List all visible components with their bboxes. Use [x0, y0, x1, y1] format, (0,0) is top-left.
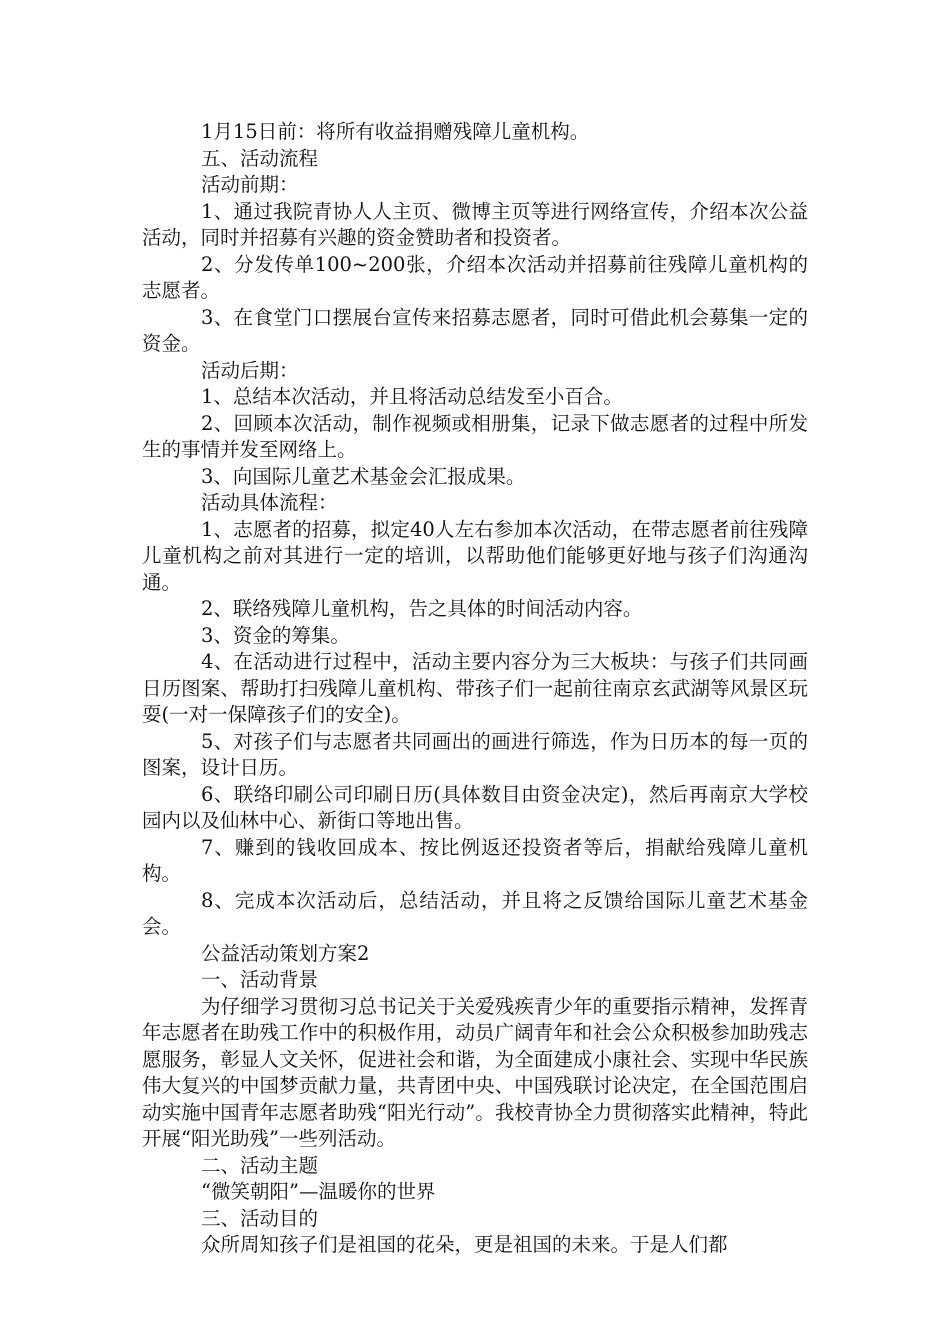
section-heading: 一、活动背景	[201, 968, 319, 991]
paragraph: 1月15日前：将所有收益捐赠残障儿童机构。	[201, 120, 590, 143]
paragraph: 5、对孩子们与志愿者共同画出的画进行筛选，作为日历本的每一页的图案，设计日历。	[142, 729, 808, 779]
paragraph: 2、分发传单100~200张，介绍本次活动并招募前往残障儿童机构的志愿者。	[142, 252, 808, 302]
paragraph: 2、回顾本次活动，制作视频或相册集，记录下做志愿者的过程中所发生的事情并发至网络上。	[142, 411, 808, 461]
paragraph: 4、在活动进行过程中，活动主要内容分为三大板块：与孩子们共同画日历图案、帮助打扫残障儿童机构、带孩子们一起前往南京玄武湖等风景区玩耍(一对一保障孩子们的安全)。	[142, 650, 808, 726]
paragraph: 8、完成本次活动后，总结活动，并且将之反馈给国际儿童艺术基金会。	[142, 888, 808, 938]
paragraph: 3、资金的筹集。	[201, 623, 350, 647]
paragraph: 1、总结本次活动，并且将活动总结发至小百合。	[201, 385, 623, 408]
paragraph: “微笑朝阳”—温暖你的世界	[201, 1180, 436, 1203]
paragraph: 6、联络印刷公司印刷日历(具体数目由资金决定)，然后再南京大学校园内以及仙林中心、新街口等地出售。	[142, 782, 808, 832]
subsection-heading: 活动前期：	[201, 173, 299, 196]
section-heading: 五、活动流程	[201, 146, 319, 170]
paragraph: 3、在食堂门口摆展台宣传来招募志愿者，同时可借此机会募集一定的资金。	[142, 305, 808, 355]
section-heading: 三、活动目的	[201, 1206, 319, 1230]
document-title: 公益活动策划方案2	[201, 941, 370, 965]
subsection-heading: 活动后期：	[201, 358, 299, 382]
paragraph: 1、志愿者的招募，拟定40人左右参加本次活动，在带志愿者前往残障儿童机构之前对其进行一定的培训，以帮助他们能够更好地与孩子们沟通沟通。	[142, 517, 808, 594]
subsection-heading: 活动具体流程：	[201, 491, 338, 514]
paragraph: 7、赚到的钱收回成本、按比例返还投资者等后，捐献给残障儿童机构。	[142, 835, 808, 885]
paragraph: 3、向国际儿童艺术基金会汇报成果。	[201, 464, 526, 488]
paragraph: 1、通过我院青协人人主页、微博主页等进行网络宣传，介绍本次公益活动，同时并招募有兴趣的资金赞助者和投资者。	[142, 199, 808, 249]
document-body	[142, 119, 808, 1259]
paragraph: 为仔细学习贯彻习总书记关于关爱残疾青少年的重要指示精神，发挥青年志愿者在助残工作中的积极作用，动员广阔青年和社会公众积极参加助残志愿服务，彰显人文关怀，促进社会和谐，为全面建成小康社会、实现中华民族伟大复兴的中国梦贡献力量，共青团中央、中国残联讨论决定，在全国范围启动实施中国青年志愿者助残“阳光行动”。我校青协全力贯彻落实此精神，特此开展“阳光助残”一些列活动。	[142, 994, 808, 1150]
section-heading: 二、活动主题	[201, 1153, 319, 1177]
paragraph: 2、联络残障儿童机构，告之具体的时间活动内容。	[201, 597, 643, 620]
paragraph: 众所周知孩子们是祖国的花朵，更是祖国的未来。于是人们都	[201, 1233, 728, 1256]
